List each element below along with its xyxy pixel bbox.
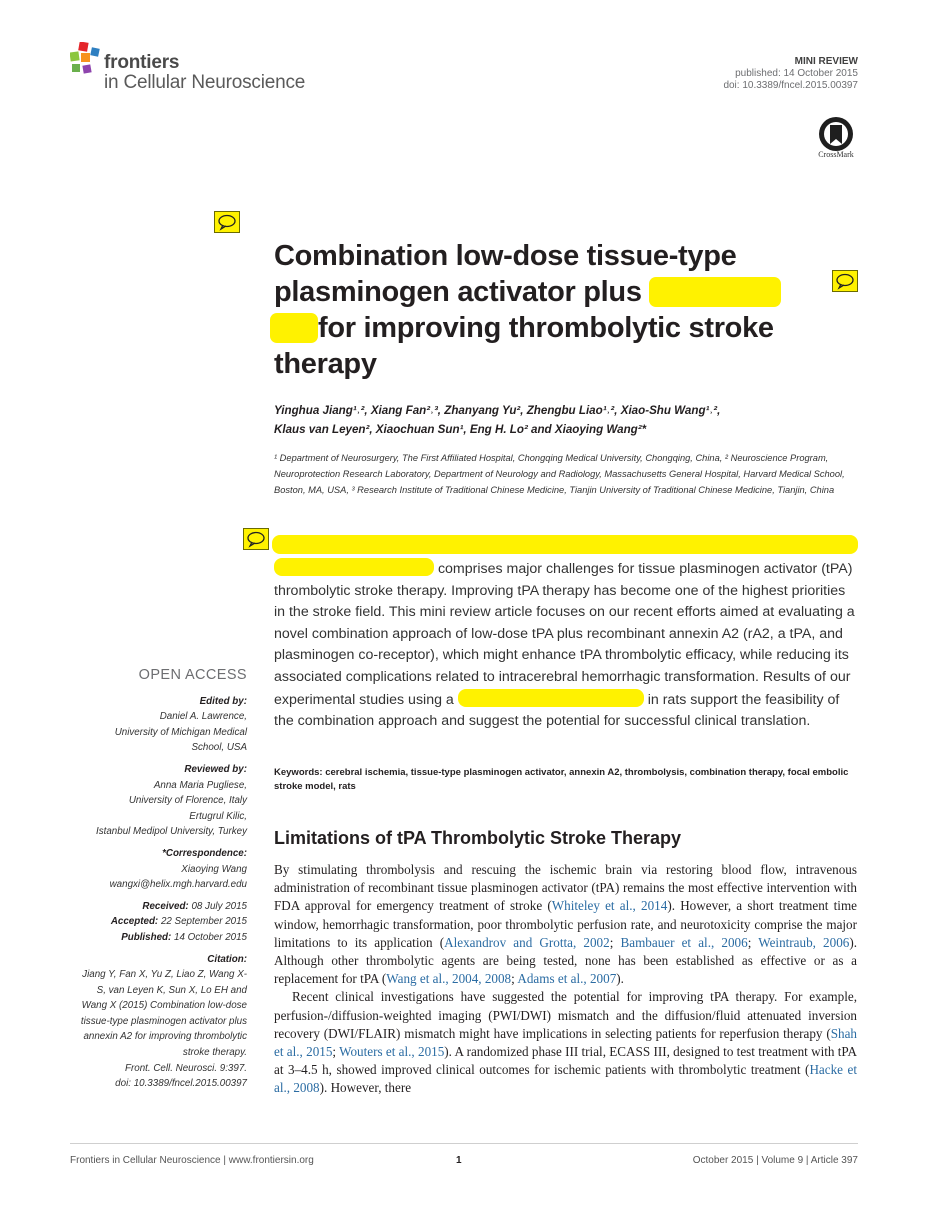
comment-note-icon[interactable]	[243, 528, 269, 550]
citation-link[interactable]: Weintraub, 2006	[758, 934, 850, 950]
affiliations: ¹ Department of Neurosurgery, The First Affiliated Hospital, Chongqing Medical University, Chongqing, China, ² Neuroscience Program, Neuroprotection Research Laboratory, Department of Neurology and Radiology, Massachusetts General Hospital, Harvard Medical School, Boston, MA, USA, ³ Research Institute of Traditional Chinese Medicine, Tianjin University of Traditional Chinese Medicine, Tianjin, China	[274, 453, 845, 495]
crossmark-label: CrossMark	[818, 150, 854, 159]
citation-link[interactable]: Wang et al., 2004, 2008	[386, 971, 512, 987]
keywords	[274, 766, 864, 794]
comment-note-icon[interactable]	[214, 211, 240, 233]
journal-name: in Cellular Neuroscience	[104, 72, 306, 93]
highlight-redaction[interactable]	[272, 535, 858, 554]
journal-logo	[70, 42, 370, 102]
footer-divider	[70, 1143, 858, 1144]
page-number: 1	[456, 1155, 462, 1166]
open-access-label: OPEN ACCESS	[138, 667, 247, 683]
footer-journal[interactable]: Frontiers in Cellular Neuroscience | www.frontiersin.org	[70, 1155, 314, 1166]
footer-issue: October 2015 | Volume 9 | Article 397	[692, 1155, 858, 1166]
title-line: Combination low-dose tissue-type	[274, 240, 737, 272]
citation-label: Citation:	[207, 953, 247, 965]
correspondence-label: *Correspondence:	[162, 847, 247, 859]
citation-text: Jiang Y, Fan X, Yu Z, Liao Z, Wang X-S, van Leyen K, Sun X, Lo EH and Wang X (2015) Combination low-dose tissue-type plasminogen activator plus annexin A2 for improving thrombolytic stroke therapy.	[80, 969, 247, 1059]
keywords-text: cerebral ischemia, tissue-type plasminogen activator, annexin A2, thrombolysis, combination therapy, focal embolic stroke model, rats	[274, 767, 849, 792]
correspondence-name: Xiaoying Wang	[181, 863, 247, 875]
editor-affiliation: University of Michigan Medical School, USA	[114, 726, 247, 754]
reviewer-affiliation: University of Florence, Italy	[128, 795, 247, 807]
highlight-redaction[interactable]	[270, 313, 318, 343]
paragraph: Recent clinical investigations have suggested the potential for improving tPA therapy. For example, perfusion-/diffusion-weighted imaging (PWI/DWI) mismatch and the diffusion/fluid attenuated inversion recovery (DWI/FLAIR) mismatch might have implications in selecting patients for reperfusion therapy (Shah et al., 2015; Wouters et al., 2015). A randomized phase III trial, ECASS III, designed to test treatment with tPA at 3–4.5 h, showed improved clinical outcomes for ischemic patients with thrombolytic treatment (Hacke et al., 2008). However, there	[274, 989, 858, 1096]
reviewer-name: Ertugrul Kilic,	[189, 810, 247, 822]
crossmark-icon	[818, 116, 854, 152]
title-line: plasminogen activator plus	[274, 274, 864, 310]
body-text	[274, 861, 857, 1098]
section-heading: Limitations of tPA Thrombolytic Stroke Therapy	[274, 828, 682, 848]
article-meta	[723, 56, 858, 92]
citation-doi[interactable]: doi: 10.3389/fncel.2015.00397	[115, 1078, 247, 1090]
article-type: MINI REVIEW	[794, 56, 858, 67]
published-date-sidebar: Published: 14 October 2015	[121, 931, 247, 943]
highlight-redaction[interactable]	[274, 558, 434, 576]
reviewer-affiliation: Istanbul Medipol University, Turkey	[96, 826, 247, 838]
citation-link[interactable]: Shah et al., 2015	[274, 1025, 857, 1060]
citation-link[interactable]: Alexandrov and Grotta, 2002	[444, 934, 610, 950]
article-title	[274, 238, 864, 382]
citation-link[interactable]: Hacke et al., 2008	[274, 1062, 858, 1096]
edited-by-label: Edited by:	[199, 695, 247, 707]
citation-link[interactable]: Whiteley et al., 2014	[551, 898, 668, 914]
correspondence-email[interactable]: wangxi@helix.mgh.harvard.edu	[109, 879, 247, 891]
reviewed-by-label: Reviewed by:	[184, 763, 247, 775]
accepted-date: Accepted: 22 September 2015	[110, 916, 247, 928]
article-doi[interactable]: doi: 10.3389/fncel.2015.00397	[723, 80, 858, 91]
citation-link[interactable]: Wouters et al., 2015	[339, 1044, 445, 1060]
highlight-redaction[interactable]	[649, 277, 781, 307]
citation-link[interactable]: Bambauer et al., 2006	[620, 934, 748, 950]
published-date: published: 14 October 2015	[735, 68, 858, 79]
title-line: therapy	[274, 348, 377, 380]
citation-journal: Front. Cell. Neurosci. 9:397.	[125, 1062, 247, 1074]
highlight-redaction[interactable]	[458, 689, 644, 707]
keywords-label: Keywords:	[274, 767, 323, 778]
brand-name: frontiers	[104, 52, 180, 73]
reviewer-name: Anna Maria Pugliese,	[153, 779, 247, 791]
paragraph: By stimulating thrombolysis and rescuing the ischemic brain via restoring blood flow, intravenous administration of recombinant tissue plasminogen activator (tPA) remains the most effective intervention with FDA approval for emergency treatment of stroke (Whiteley et al., 2014). However, a short treatment time window, hemorrhagic transformation, poor thrombolytic perfusion rate, and neurotoxicity comprise the major limitations to its application (Alexandrov and Grotta, 2002; Bambauer et al., 2006; Weintraub, 2006). Although other thrombolytic agents are being tested, none has been established as effective or as a replacement for tPA (Wang et al., 2004, 2008; Adams et al., 2007).	[274, 862, 858, 987]
author-line: Yinghua Jiang¹˒², Xiang Fan²˒³, Zhanyang Yu², Zhengbu Liao¹˒², Xiao-Shu Wang¹˒²,	[274, 404, 721, 417]
author-line: Klaus van Leyen², Xiaochuan Sun¹, Eng H. Lo² and Xiaoying Wang²*	[274, 423, 647, 436]
title-line: for improving thrombolytic stroke	[274, 310, 864, 346]
abstract: comprises major challenges for tissue plasminogen activator (tPA) thrombolytic stroke therapy. Improving tPA therapy has become one of the highest priorities in the stroke field. This mini review article focuses on our recent efforts aimed at evaluating a novel combination approach of low-dose tPA plus recombinant annexin A2 (rA2, a tPA, and plasminogen co-receptor), which might enhance tPA thrombolytic efficacy, while reducing its associated complications related to intracerebral hemorrhagic transformation. Results of our experimental studies using a in rats support the feasibility of the combination approach and suggest the potential for successful clinical translation.	[274, 558, 858, 733]
received-date: Received: 08 July 2015	[142, 900, 247, 912]
citation-link[interactable]: Adams et al., 2007	[517, 971, 617, 987]
editor-name: Daniel A. Lawrence,	[159, 711, 247, 723]
author-list	[274, 401, 854, 439]
frontiers-logo-icon	[70, 42, 100, 76]
article-sidebar	[70, 668, 247, 1092]
